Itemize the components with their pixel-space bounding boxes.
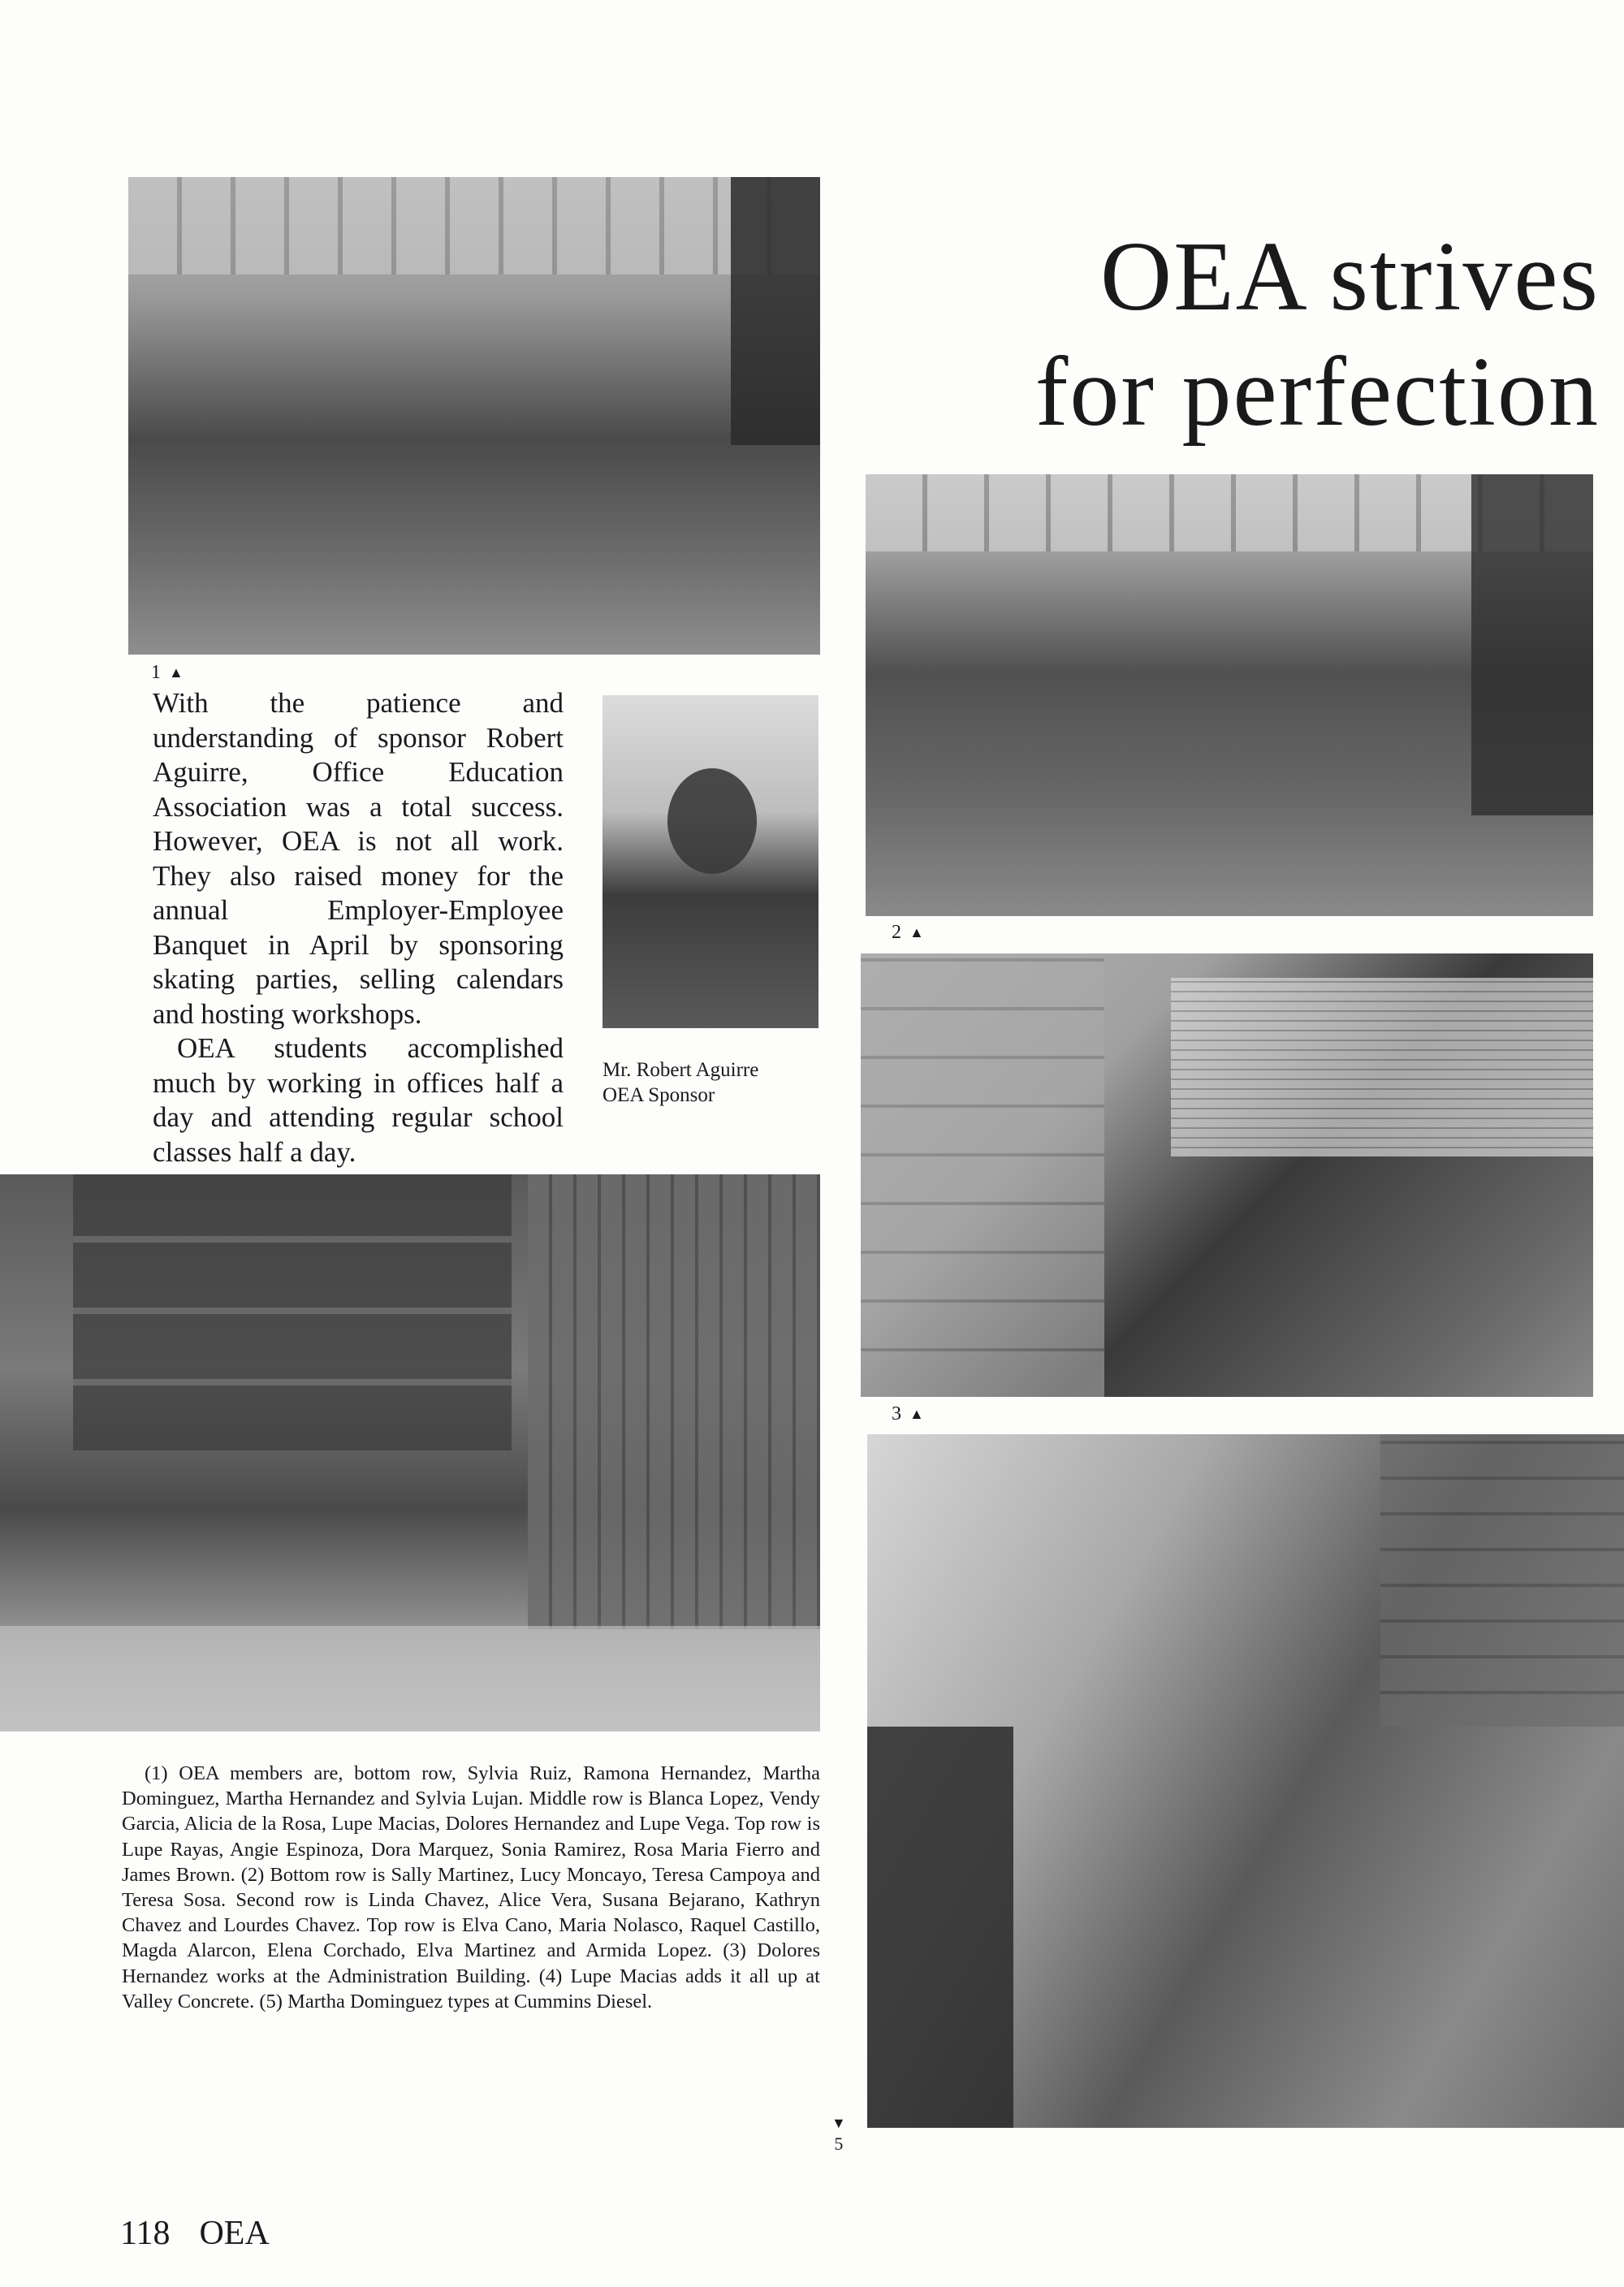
headline-line-2: for perfection (1034, 337, 1600, 447)
sponsor-name: Mr. Robert Aguirre (603, 1059, 759, 1081)
photo-2-group (866, 474, 1593, 916)
triangle-up-icon: ▲ (909, 924, 924, 940)
photo-1-group (128, 177, 820, 655)
page-footer (120, 2214, 270, 2253)
photo-5-office-typing (867, 1434, 1624, 2128)
photo-caption: (1) OEA members are, bottom row, Sylvia Ruiz, Ramona Hernandez, Martha Dominguez, Martha Hernandez and Sylvia Lujan. Middle row is Blanca Lopez, Vendy Garcia, Alicia de la Rosa, Lupe Macias, Dolores Hernandez and Lupe Vega. Top row is Lupe Rayas, Angie Espinoza, Dora Marquez, Sonia Ramirez, Rosa Maria Fierro and James Brown. (2) Bottom row is Sally Martinez, Lucy Moncayo, Teresa Campoya and Teresa Sosa. Second row is Linda Chavez, Alice Vera, Susana Bejarano, Kathryn Chavez and Lourdes Chavez. Top row is Elva Cano, Maria Nolasco, Raquel Castillo, Magda Alarcon, Elena Corchado, Elva Martinez and Armida Lopez. (3) Dolores Hernandez works at the Administration Building. (4) Lupe Macias adds it all up at Valley Concrete. (5) Martha Dominguez types at Cummins Diesel. (122, 1762, 820, 2012)
body-paragraph-1: With the patience and understanding of sponsor Robert Aguirre, Office Education Association was a total success. However, OEA is not all work. They also raised money for the annual Employer-Employee Banquet in April by sponsoring skating parties, selling calendars and hosting workshops. (153, 687, 564, 1030)
body-paragraph-2: OEA students accomplished much by working in offices half a day and attending regular school classes half a day. (153, 1032, 564, 1168)
triangle-up-icon: ▲ (909, 1406, 924, 1422)
page-number: 118 (120, 2215, 171, 2252)
triangle-down-icon: ▼ (831, 2115, 846, 2131)
photo-2-label: 2 ▲ (892, 922, 924, 943)
photo-1-label: 1 ▲ (151, 662, 184, 683)
photo-3-label: 3 ▲ (892, 1403, 924, 1425)
sponsor-photo (603, 695, 818, 1028)
section-name: OEA (199, 2215, 270, 2252)
headline-line-1: OEA strives (1099, 222, 1600, 331)
photo-3-student-writing (861, 953, 1593, 1397)
photo-4-office-typewriter (0, 1174, 820, 1731)
page-headline (1035, 219, 1600, 450)
sponsor-title: OEA Sponsor (603, 1084, 715, 1106)
photo-5-label: ▼ 5 (831, 2112, 846, 2155)
article-body (153, 686, 564, 1169)
triangle-up-icon: ▲ (169, 664, 184, 681)
sponsor-caption (603, 1057, 822, 1108)
